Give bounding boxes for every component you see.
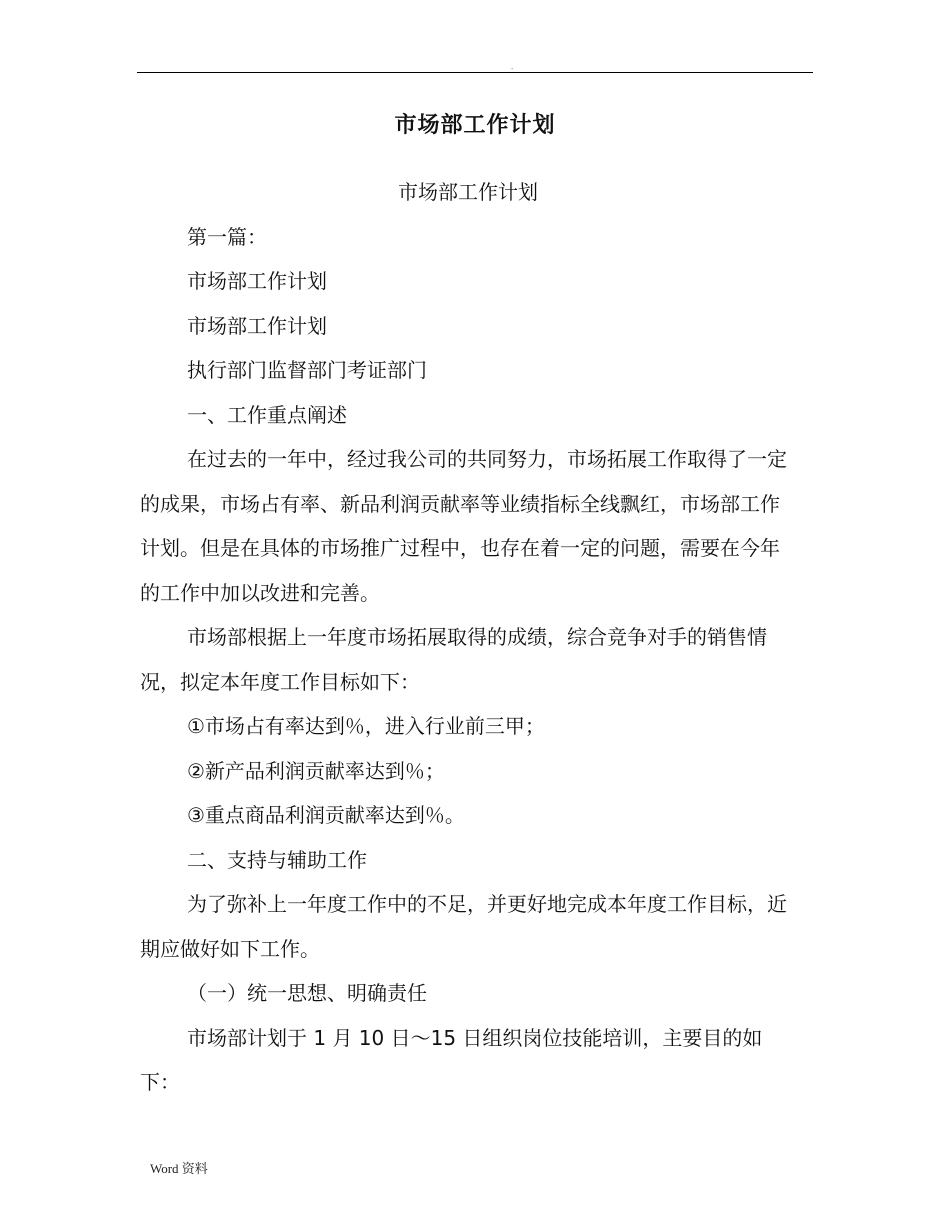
body-paragraph: 为了弥补上一年度工作中的不足，并更好地完成本年度工作目标，近期应做好如下工作。 xyxy=(140,892,787,961)
body-paragraph: 市场部根据上一年度市场拓展取得的成绩，综合竞争对手的销售情况，拟定本年度工作目标如下： xyxy=(140,625,767,694)
document-title: 市场部工作计划 xyxy=(394,113,556,138)
goal-item: ①市场占有率达到％，进入行业前三甲； xyxy=(187,714,545,738)
heading-line: 市场部工作计划 xyxy=(187,269,327,293)
department-line: 执行部门监督部门考证部门 xyxy=(187,358,427,382)
body-paragraph: 市场部计划于 1 月 10 日～15 日组织岗位技能培训，主要目的如下： xyxy=(140,1025,763,1094)
body-paragraph: 在过去的一年中，经过我公司的共同努力，市场拓展工作取得了一定的成果，市场占有率、新品利润贡献率等业绩指标全线飘红，市场部工作计划。但是在具体的市场推广过程中，也存在着一定的问题，需要在今年的工作中加以改进和完善。 xyxy=(140,447,787,605)
header-rule xyxy=(137,72,813,73)
document-body xyxy=(140,170,796,1105)
subtitle: 市场部工作计划 xyxy=(398,180,538,204)
goal-item: ③重点商品利润贡献率达到％。 xyxy=(187,803,465,827)
footer-label: Word 资料 xyxy=(150,1161,208,1176)
heading-line: 市场部工作计划 xyxy=(187,313,327,338)
subsection-heading: （一）统一思想、明确责任 xyxy=(187,981,427,1005)
goal-item: ②新产品利润贡献率达到％； xyxy=(187,758,445,783)
section-heading: 二、支持与辅助工作 xyxy=(187,847,367,872)
section-label: 第一篇： xyxy=(187,224,267,249)
header-mark: . xyxy=(511,63,514,71)
section-heading: 一、工作重点阐述 xyxy=(187,402,347,427)
